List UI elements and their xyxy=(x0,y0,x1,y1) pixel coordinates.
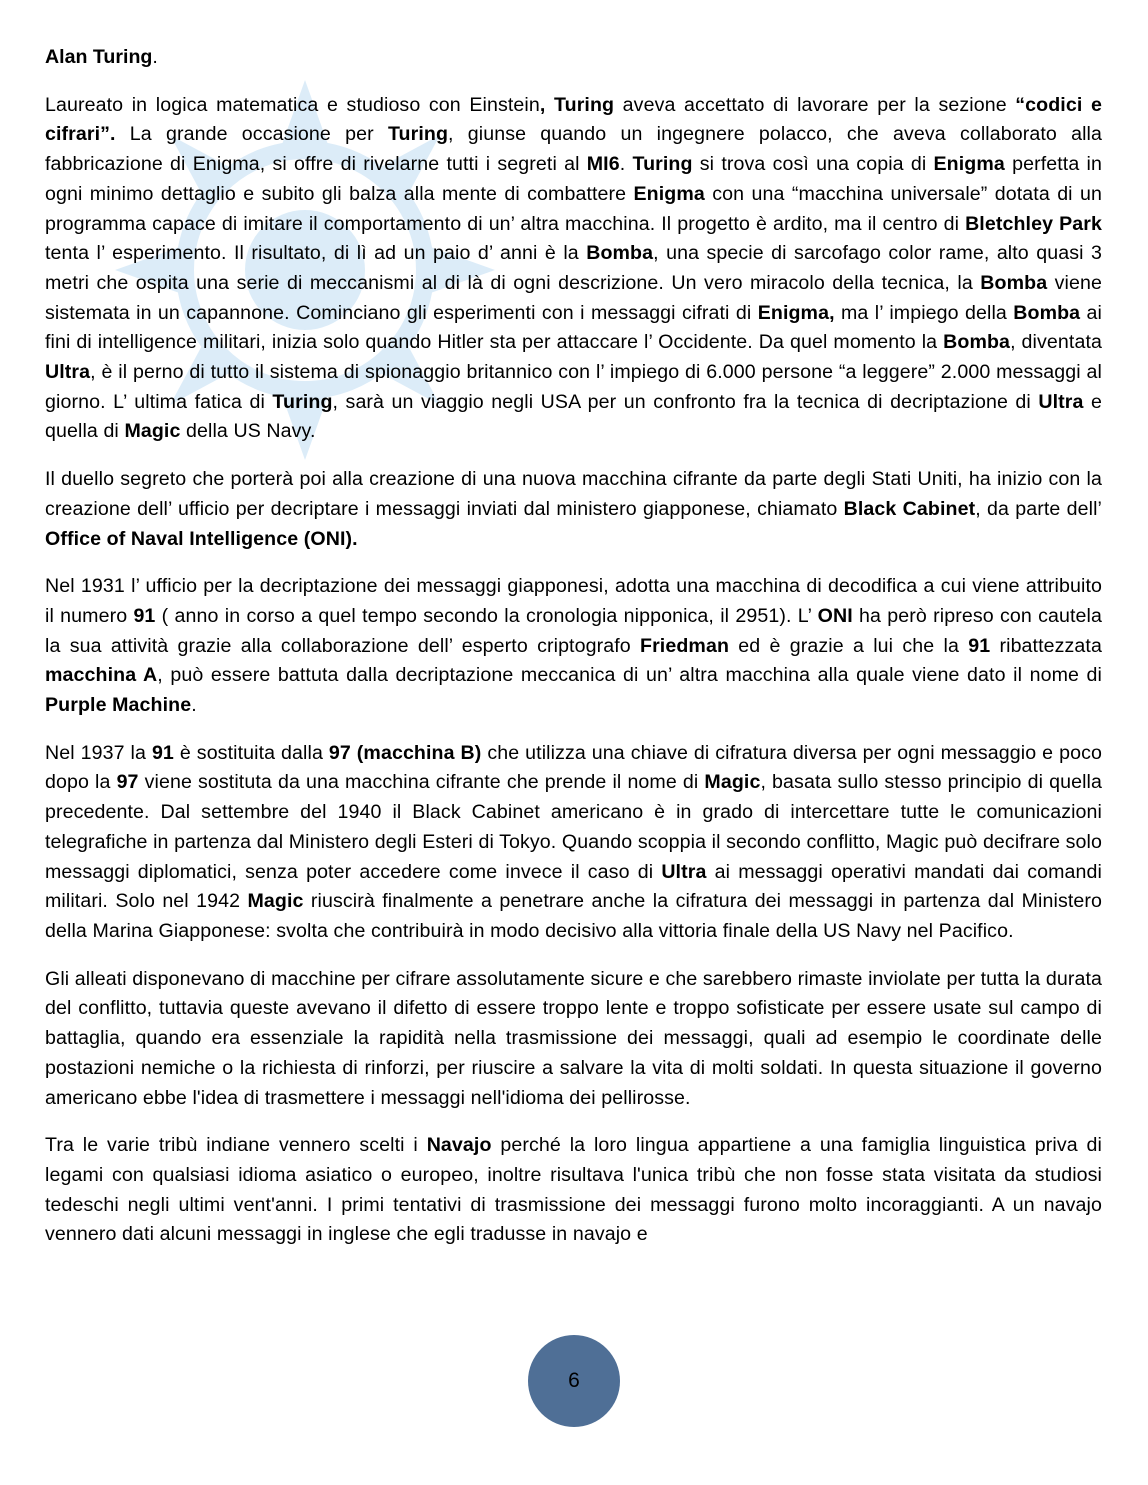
paragraph xyxy=(45,465,1102,554)
bold-text-run: “codici e cifrari”. xyxy=(45,93,1102,146)
text-run: , diventata xyxy=(1010,331,1102,354)
text-run: della US Navy. xyxy=(180,420,316,443)
bold-text-run: Ultra xyxy=(661,860,707,883)
bold-text-run: Friedman xyxy=(640,634,730,657)
text-run: viene sistemata in un capannone. Cominciano gli esperimenti con i messaggi cifrati di xyxy=(45,271,1102,324)
text-run: aveva accettato di lavorare per la sezione xyxy=(614,93,1016,116)
bold-text-run: Enigma xyxy=(633,182,705,205)
bold-text-run: Enigma xyxy=(933,153,1005,176)
bold-text-run: Navajo xyxy=(426,1134,492,1157)
text-run: . xyxy=(619,153,633,176)
bold-text-run: Ultra xyxy=(1038,390,1084,413)
text-run: riuscirà finalmente a penetrare anche la cifratura dei messaggi in partenza dal Ministero della Marina Giapponese: svolta che contribuirà in modo decisivo alla vittoria finale della US Navy nel Pacifico. xyxy=(45,890,1103,942)
page-number-badge xyxy=(528,1335,620,1427)
bold-text-run: Bomba xyxy=(980,271,1048,294)
text-run: Tra le varie tribù indiane vennero scelti i xyxy=(45,1134,427,1157)
bold-text-run: MI6 xyxy=(586,153,620,176)
bold-text-run: Purple Machine xyxy=(45,694,192,717)
paragraph xyxy=(45,91,1102,447)
text-run: ma l’ impiego della xyxy=(834,301,1014,324)
bold-text-run: Black Cabinet xyxy=(843,497,976,520)
text-run: . xyxy=(191,694,197,717)
text-run: si trova così una copia di xyxy=(692,153,934,176)
text-run: Nel 1931 l’ ufficio per la decriptazione dei messaggi giapponesi, adotta una macchina di decodifica a cui viene attribuito il numero xyxy=(45,575,1102,627)
text-run: perché la loro lingua appartiene a una famiglia linguistica priva di legami con qualsiasi idioma asiatico o europeo, inoltre risultava l'unica tribù che non fosse stata visitata da studiosi tedeschi negli ultimi vent'anni. I primi tentativi di trasmissione dei messaggi furono molto incoraggianti. A un navajo vennero dati alcuni messaggi in inglese che egli tradusse in navajo e xyxy=(45,1134,1102,1246)
paragraph-list xyxy=(45,91,1102,1250)
text-run: Gli alleati disponevano di macchine per cifrare assolutamente sicure e che sarebbero rimaste inviolate per tutta la durata del conflitto, tuttavia queste avevano il difetto di essere troppo lente e troppo sofisticate per essere usate sul campo di battaglia, quando era essenziale la rapidità nella trasmissione dei messaggi, quali ad esempio le coordinate delle postazioni nemiche o la richiesta di rinforzi, per riuscire a salvare la vita di molti soldati. In questa situazione il governo americano ebbe l'idea di trasmettere i messaggi nell'idioma dei pellirosse. xyxy=(45,967,1102,1109)
paragraph xyxy=(45,739,1102,947)
bold-text-run: Turing xyxy=(272,390,333,413)
bold-text-run: , Turing xyxy=(539,93,615,116)
bold-text-run: 97 xyxy=(116,771,139,794)
text-run: Nel 1937 la xyxy=(45,741,152,764)
bold-text-run: Enigma, xyxy=(757,301,835,324)
bold-text-run: ONI xyxy=(817,604,853,627)
paragraph xyxy=(45,965,1102,1114)
text-run: perfetta in ogni minimo dettaglio e subito gli balza alla mente di combattere xyxy=(45,153,1102,205)
text-run: e quella di xyxy=(45,390,1103,443)
bold-text-run: macchina A xyxy=(45,664,158,687)
title-name: Alan Turing xyxy=(45,46,153,68)
text-run: , da parte dell’ xyxy=(975,497,1103,520)
paragraph xyxy=(45,1131,1102,1250)
paragraph xyxy=(45,572,1102,721)
bold-text-run: Magic xyxy=(704,771,761,794)
text-run: ribattezzata xyxy=(990,634,1102,657)
bold-text-run: Bomba xyxy=(943,331,1011,354)
bold-text-run: 91 xyxy=(968,634,991,657)
bold-text-run: Turing xyxy=(387,123,449,146)
text-run: ai fini di intelligence militari, inizia solo quando Hitler sta per attaccare l’ Occidente. Da quel momento la xyxy=(45,301,1103,354)
bold-text-run: Bomba xyxy=(586,242,654,265)
bold-text-run: Ultra xyxy=(45,361,91,384)
text-run: ha però ripreso con cautela la sua attività grazie alla collaborazione dell’ esperto criptografo xyxy=(45,604,1102,657)
bold-text-run: Office of Naval Intelligence (ONI). xyxy=(45,527,358,550)
text-run: , una specie di sarcofago color rame, alto quasi 3 metri che ospita una serie di meccanismi al di là di ogni descrizione. Un vero miracolo della tecnica, la xyxy=(45,242,1102,294)
title-suffix: . xyxy=(152,46,158,68)
text-run: , giunse quando un ingegnere polacco, che aveva collaborato alla fabbricazione di Enigma, si offre di rivelarne tutti i segreti al xyxy=(45,123,1102,176)
text-run: La grande occasione per xyxy=(115,123,388,146)
text-run: ai messaggi operativi mandati dai comandi militari. Solo nel 1942 xyxy=(45,860,1102,913)
bold-text-run: 91 xyxy=(133,604,156,627)
text-run: viene sostituta da una macchina cifrante che prende il nome di xyxy=(138,771,705,794)
text-run: , può essere battuta dalla decriptazione meccanica di un’ altra macchina alla quale viene dato il nome di xyxy=(157,664,1102,687)
bold-text-run: Turing xyxy=(632,153,693,176)
bold-text-run: 91 xyxy=(151,741,174,764)
bold-text-run: Bomba xyxy=(1013,301,1081,324)
text-run: è sostituita dalla xyxy=(173,741,329,764)
bold-text-run: Magic xyxy=(124,420,181,443)
text-run: che utilizza una chiave di cifratura diversa per ogni messaggio e poco dopo la xyxy=(45,741,1102,794)
text-run: Laureato in logica matematica e studioso con Einstein xyxy=(45,93,540,116)
text-run: , è il perno di tutto il sistema di spionaggio britannico con l’ impiego di 6.000 persone “a leggere” 2.000 messaggi al giorno. L’ ultima fatica di xyxy=(45,361,1102,413)
bold-text-run: Bletchley Park xyxy=(965,212,1102,235)
page-number: 6 xyxy=(568,1369,580,1392)
section-title xyxy=(45,43,1102,73)
text-run: Il duello segreto che porterà poi alla creazione di una nuova macchina cifrante da parte degli Stati Uniti, ha inizio con la creazione dell’ ufficio per decriptare i messaggi inviati dal ministero giapponese, chiamato xyxy=(45,468,1102,520)
text-run: ( anno in corso a quel tempo secondo la cronologia nipponica, il 2951). L’ xyxy=(155,604,818,627)
document-body xyxy=(45,43,1102,1268)
text-run: con una “macchina universale” dotata di un programma capace di imitare il comportamento di un’ altra macchina. Il progetto è ardito, ma il centro di xyxy=(45,182,1102,235)
text-run: , basata sullo stesso principio di quella precedente. Dal settembre del 1940 il Black Cabinet americano è in grado di intercettare tutte le comunicazioni telegrafiche in partenza dal Ministero degli Esteri di Tokyo. Quando scoppia il secondo conflitto, Magic può decifrare solo messaggi diplomatici, senza poter accedere come invece il caso di xyxy=(45,771,1103,883)
bold-text-run: Magic xyxy=(247,890,304,913)
text-run: tenta l’ esperimento. Il risultato, di lì ad un paio d’ anni è la xyxy=(45,242,587,265)
bold-text-run: 97 (macchina B) xyxy=(328,741,482,764)
text-run: ed è grazie a lui che la xyxy=(729,634,969,657)
text-run: , sarà un viaggio negli USA per un confronto fra la tecnica di decriptazione di xyxy=(332,390,1039,413)
